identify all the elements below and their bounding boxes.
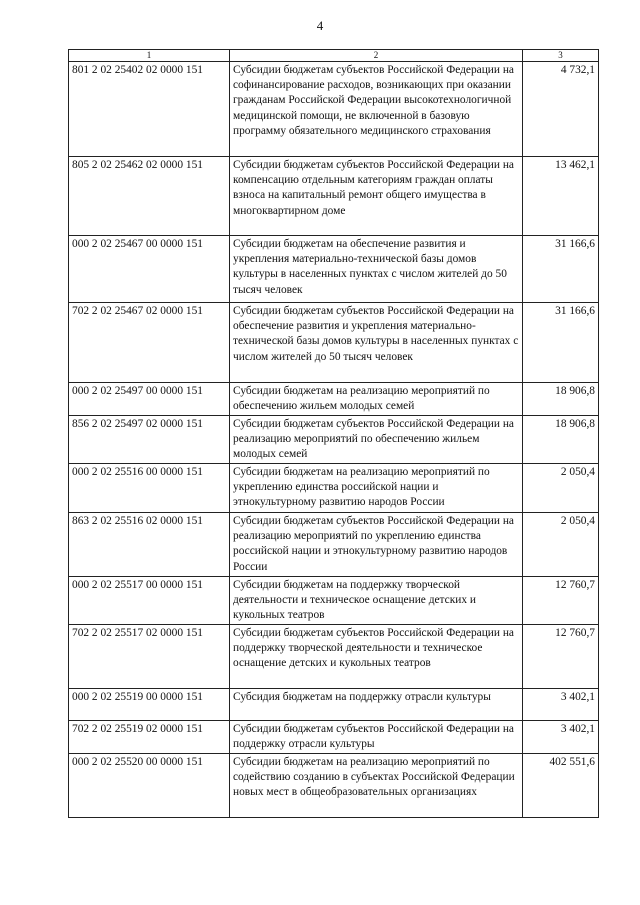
table-row — [69, 577, 599, 625]
subsidy-name-cell: Субсидии бюджетам субъектов Российской Федерации на реализацию мероприятий по обеспечению жильем молодых семей — [230, 416, 523, 464]
budget-code-cell: 000 2 02 25467 00 0000 151 — [69, 236, 230, 303]
column-header-2: 2 — [230, 50, 523, 62]
table-row — [69, 464, 599, 513]
budget-table — [68, 49, 599, 818]
page-number: 4 — [316, 18, 324, 33]
amount-cell: 3 402,1 — [523, 721, 599, 754]
table-row — [69, 513, 599, 577]
amount-cell: 18 906,8 — [523, 383, 599, 416]
subsidy-name-cell: Субсидии бюджетам на обеспечение развития и укрепления материально-технической базы домов культуры в населенных пунктах с числом жителей до 50 тысяч человек — [230, 236, 523, 303]
subsidy-name-cell: Субсидии бюджетам на поддержку творческой деятельности и техническое оснащение детских и кукольных театров — [230, 577, 523, 625]
budget-code-cell: 000 2 02 25516 00 0000 151 — [69, 464, 230, 513]
table-row — [69, 625, 599, 689]
budget-code-cell: 000 2 02 25519 00 0000 151 — [69, 689, 230, 721]
table-row — [69, 416, 599, 464]
subsidy-name-cell: Субсидии бюджетам на реализацию мероприятий по укреплению единства российской нации и этнокультурному развитию народов России — [230, 464, 523, 513]
column-header-1: 1 — [69, 50, 230, 62]
budget-code-cell: 856 2 02 25497 02 0000 151 — [69, 416, 230, 464]
subsidy-name-cell: Субсидии бюджетам субъектов Российской Федерации на компенсацию отдельным категориям граждан оплаты взноса на капитальный ремонт общего имущества в многоквартирном доме — [230, 157, 523, 236]
amount-cell: 3 402,1 — [523, 689, 599, 721]
table-header-row — [69, 50, 599, 62]
table-row — [69, 236, 599, 303]
budget-code-cell: 000 2 02 25517 00 0000 151 — [69, 577, 230, 625]
budget-code-cell: 805 2 02 25462 02 0000 151 — [69, 157, 230, 236]
budget-code-cell: 702 2 02 25517 02 0000 151 — [69, 625, 230, 689]
table-row — [69, 62, 599, 157]
subsidy-name-cell: Субсидия бюджетам на поддержку отрасли культуры — [230, 689, 523, 721]
budget-code-cell: 702 2 02 25519 02 0000 151 — [69, 721, 230, 754]
subsidy-name-cell: Субсидии бюджетам субъектов Российской Федерации на обеспечение развития и укрепления материально-технической базы домов культуры в населенных пунктах с числом жителей до 50 тысяч человек — [230, 303, 523, 383]
amount-cell: 31 166,6 — [523, 236, 599, 303]
table-row — [69, 383, 599, 416]
amount-cell: 12 760,7 — [523, 577, 599, 625]
subsidy-name-cell: Субсидии бюджетам субъектов Российской Федерации на реализацию мероприятий по укреплению единства российской нации и этнокультурному развитию народов России — [230, 513, 523, 577]
subsidy-name-cell: Субсидии бюджетам на реализацию мероприятий по содействию созданию в субъектах Российской Федерации новых мест в общеобразовательных организациях — [230, 754, 523, 818]
budget-code-cell: 702 2 02 25467 02 0000 151 — [69, 303, 230, 383]
amount-cell: 2 050,4 — [523, 513, 599, 577]
subsidy-name-cell: Субсидии бюджетам субъектов Российской Федерации на поддержку творческой деятельности и техническое оснащение детских и кукольных театров — [230, 625, 523, 689]
table-row — [69, 721, 599, 754]
subsidy-name-cell: Субсидии бюджетам субъектов Российской Федерации на поддержку отрасли культуры — [230, 721, 523, 754]
subsidy-name-cell: Субсидии бюджетам субъектов Российской Федерации на софинансирование расходов, возникающих при оказании гражданам Российской Федерации высокотехнологичной медицинской помощи, не включенной в базовую программу обязательного медицинского страхования — [230, 62, 523, 157]
amount-cell: 18 906,8 — [523, 416, 599, 464]
budget-code-cell: 000 2 02 25497 00 0000 151 — [69, 383, 230, 416]
budget-code-cell: 863 2 02 25516 02 0000 151 — [69, 513, 230, 577]
table-row — [69, 303, 599, 383]
subsidy-name-cell: Субсидии бюджетам на реализацию мероприятий по обеспечению жильем молодых семей — [230, 383, 523, 416]
table-row — [69, 157, 599, 236]
column-header-3: 3 — [523, 50, 599, 62]
amount-cell: 402 551,6 — [523, 754, 599, 818]
amount-cell: 4 732,1 — [523, 62, 599, 157]
amount-cell: 2 050,4 — [523, 464, 599, 513]
amount-cell: 31 166,6 — [523, 303, 599, 383]
amount-cell: 12 760,7 — [523, 625, 599, 689]
budget-code-cell: 801 2 02 25402 02 0000 151 — [69, 62, 230, 157]
table-row — [69, 754, 599, 818]
amount-cell: 13 462,1 — [523, 157, 599, 236]
table-row — [69, 689, 599, 721]
budget-code-cell: 000 2 02 25520 00 0000 151 — [69, 754, 230, 818]
